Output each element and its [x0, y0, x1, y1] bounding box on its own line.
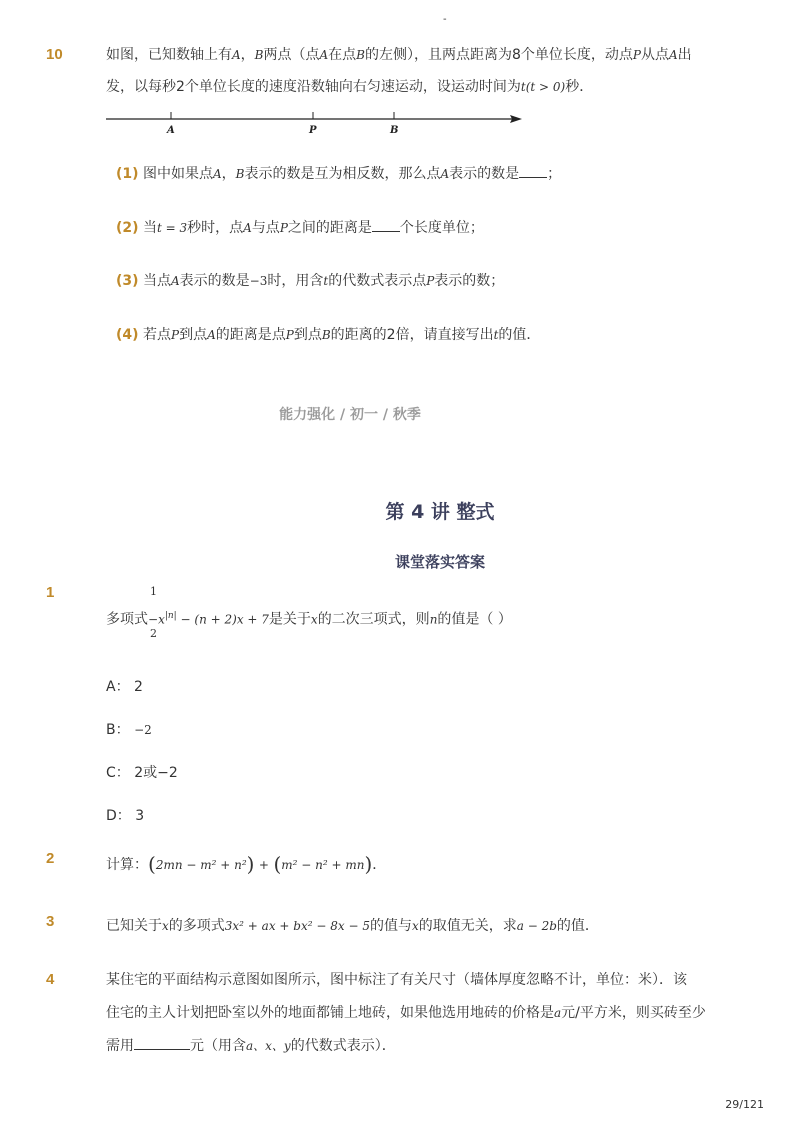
section-footer-mark: 能力强化 / 初一 / 秋季: [279, 407, 421, 423]
lecture-title: 第 4 讲 整式: [385, 501, 495, 523]
q3-stem: 已知关于x的多项式3x² + ax + bx² − 8x − 5的值与x的取值无关，求a − 2b的值．: [106, 918, 599, 934]
q4-line-1: 某住宅的平面结构示意图如图所示，图中标注了有关尺寸（墙体厚度忽略不计，单位：米）．该: [106, 972, 687, 988]
number-line: [104, 108, 528, 138]
q10-sub-1: (1) 图中如果点A，B表示的数是互为相反数，那么点A表示的数是 ；: [116, 161, 561, 187]
header-mark: -: [443, 14, 447, 25]
question-number-10: 10: [46, 46, 63, 63]
q4-line-3: 需用 元（用含a、x、y的代数式表示）．: [106, 1033, 396, 1059]
option-d[interactable]: D： 3: [106, 808, 145, 824]
option-a[interactable]: A： 2: [106, 679, 143, 695]
option-b[interactable]: B： −2: [106, 722, 152, 738]
fraction-denominator: 2: [150, 627, 157, 640]
question-number-2: 2: [46, 850, 55, 867]
q10-line-1: 如图，已知数轴上有A，B两点（点A在点B的左侧），且两点距离为8个单位长度，动点P从点A出: [106, 47, 692, 63]
answer-blank-3: [134, 1035, 190, 1050]
label-a: A: [167, 125, 175, 136]
answer-blank-2: [372, 217, 400, 232]
option-c[interactable]: C： 2或−2: [106, 765, 178, 781]
label-p: P: [309, 125, 317, 136]
question-number-4: 4: [46, 971, 55, 988]
label-b: B: [390, 125, 399, 136]
section-title: 课堂落实答案: [394, 553, 485, 571]
fraction-numerator: 1: [150, 585, 157, 598]
question-number-3: 3: [46, 913, 55, 930]
q10-sub-2: (2) 当t = 3秒时，点A与点P之间的距离是 个长度单位；: [116, 215, 484, 241]
question-number-1: 1: [46, 584, 55, 601]
q10-line-2: 发，以每秒2个单位长度的速度沿数轴向右匀速运动，设运动时间为t(t > 0)秒．: [106, 79, 594, 95]
q10-sub-3: (3) 当点A表示的数是−3时，用含t的代数式表示点P表示的数；: [116, 273, 505, 289]
q4-line-2: 住宅的主人计划把卧室以外的地面都铺上地砖，如果他选用地砖的价格是a元/平方米，则买砖至少: [106, 1005, 706, 1021]
answer-blank-1: [519, 163, 547, 178]
q10-sub-4: (4) 若点P到点A的距离是点P到点B的距离的2倍，请直接写出t的值．: [116, 327, 541, 343]
q1-stem: 多项式$-x^{|n|} - (n + 2)x + 7$是关于x的二次三项式，则n的值是（ ）: [106, 611, 512, 628]
page-number: 29/121: [725, 1098, 764, 1111]
q2-stem: 计算：(2mn − m² + n²) + (m² − n² + mn)．: [106, 852, 387, 876]
